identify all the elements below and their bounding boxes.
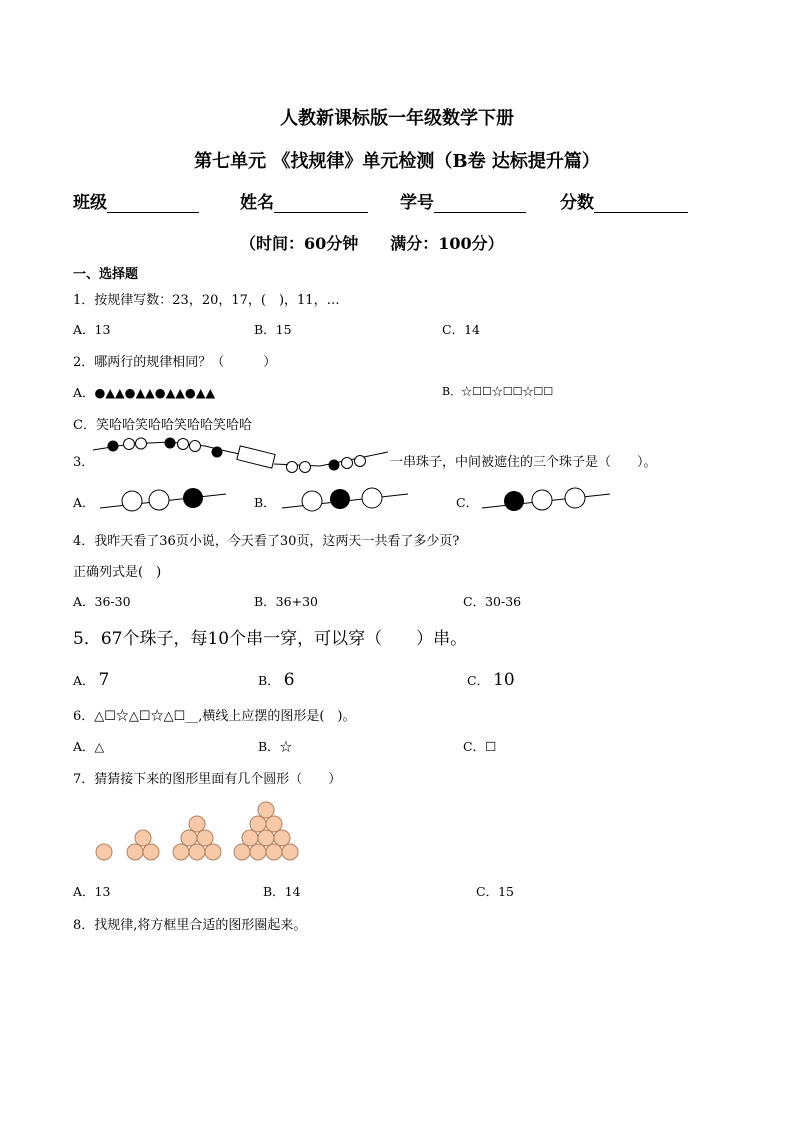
number-field: 学号 xyxy=(400,188,526,213)
section-heading: 一、选择题 xyxy=(73,267,139,282)
q6-option-c: C．☐ xyxy=(463,739,497,754)
q3-option-c-beads xyxy=(480,486,612,516)
q5-option-b: B． 6 xyxy=(258,670,295,690)
q5-option-a: A． 7 xyxy=(73,670,110,690)
question-7: 7．猜猜接下来的图形里面有几个圆形（ ） xyxy=(73,772,342,787)
score-field: 分数 xyxy=(560,188,688,213)
q4-option-c: C．30-36 xyxy=(463,594,522,609)
q7-option-a: A．13 xyxy=(73,884,111,899)
page-subtitle: 第七单元 《找规律》单元检测（B卷 达标提升篇） xyxy=(194,151,600,172)
question-3-number: 3． xyxy=(73,455,95,470)
q1-option-c: C．14 xyxy=(442,322,480,337)
q6-option-a: A．△ xyxy=(73,739,105,754)
q2-option-a: A．●▲▲●▲▲●▲▲●▲▲ xyxy=(73,385,216,400)
q3-option-a: A． xyxy=(73,495,95,510)
time-limit: （时间：60分钟 满分：100分） xyxy=(240,234,504,253)
circle-pattern-figure xyxy=(90,800,300,865)
page-title: 人教新课标版一年级数学下册 xyxy=(280,108,514,129)
question-6: 6．△☐☆△☐☆△☐__,横线上应摆的图形是( )。 xyxy=(73,709,356,724)
q6-option-b: B．☆ xyxy=(258,739,293,754)
q4-option-b: B．36+30 xyxy=(254,594,318,609)
question-2: 2．哪两行的规律相同？（ ） xyxy=(73,355,277,370)
q3-option-b: B． xyxy=(254,495,276,510)
q4-option-a: A．36-30 xyxy=(73,594,131,609)
class-field: 班级 xyxy=(73,188,199,213)
question-3: 一串珠子，中间被遮住的三个珠子是（ ）。 xyxy=(390,455,657,470)
name-field: 姓名 xyxy=(240,188,368,213)
question-5: 5．67个珠子，每10个串一穿，可以穿（ ）串。 xyxy=(73,629,468,649)
q7-option-b: B．14 xyxy=(263,884,301,899)
question-8: 8．找规律,将方框里合适的图形圈起来。 xyxy=(73,918,307,933)
q1-option-a: A．13 xyxy=(73,322,111,337)
q3-option-c: C． xyxy=(456,495,479,510)
q1-option-b: B．15 xyxy=(254,322,292,337)
q3-option-b-beads xyxy=(280,486,410,516)
question-1: 1．按规律写数：23，20，17，( )，11，… xyxy=(73,293,340,308)
question-4-formula: 正确列式是( ) xyxy=(73,565,162,580)
bead-string-figure xyxy=(90,432,390,477)
question-4: 4．我昨天看了36页小说，今天看了30页，这两天一共看了多少页? xyxy=(73,534,460,549)
q7-option-c: C．15 xyxy=(476,884,514,899)
q2-option-c: C．笑哈哈笑哈哈笑哈哈笑哈哈 xyxy=(73,418,252,433)
q2-option-b: B．☆☐☐☆☐☐☆☐☐ xyxy=(442,385,554,398)
q5-option-c: C． 10 xyxy=(467,670,515,690)
q3-option-a-beads xyxy=(98,486,228,516)
